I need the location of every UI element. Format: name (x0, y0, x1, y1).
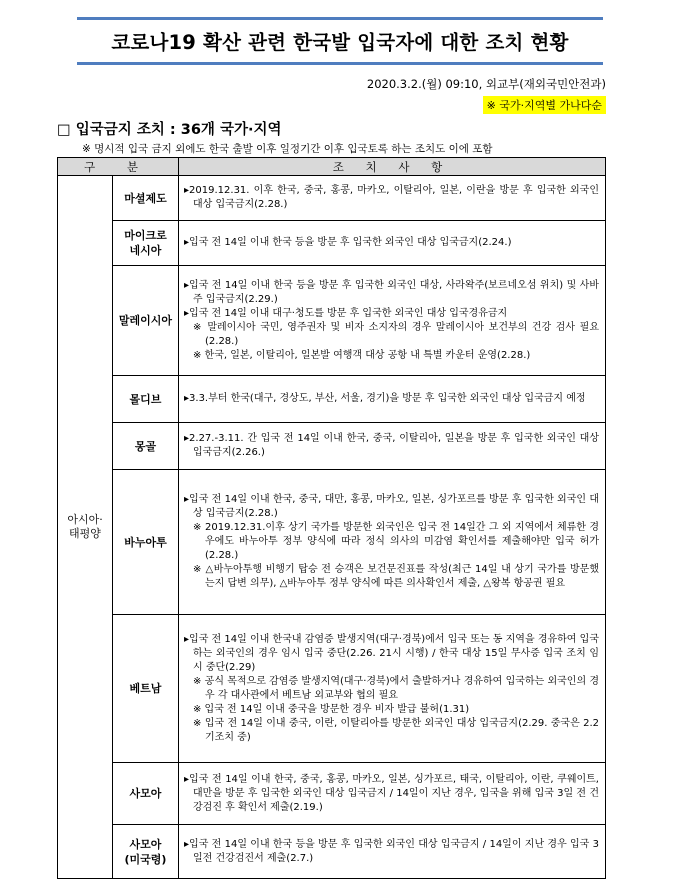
measure-cell (179, 266, 606, 376)
measures-table (57, 157, 606, 879)
table-row (58, 423, 606, 470)
date-issuer-line: 2020.3.2.(월) 09:10, 외교부(재외국민안전과) (366, 77, 606, 91)
region-label-line2: 태평양 (69, 527, 101, 540)
table-row (58, 763, 606, 825)
column-header-category: 구 분 (58, 158, 179, 176)
table-row (58, 221, 606, 266)
measure-bullet: ▸입국 전 14일 이내 한국 등을 방문 후 입국한 외국인 대상, 사라왁주(보르네오섬 위치) 및 사바주 입국금지(2.29.) (184, 279, 599, 305)
measure-subnote: ※ 한국, 일본, 이탈리아, 일본발 여행객 대상 공항 내 특별 카운터 운영(2.28.) (193, 349, 531, 361)
measure-subnote: ※ 2019.12.31.이후 상기 국가를 방문한 외국인은 입국 전 14일간 그 외 지역에서 체류한 경우에도 바누아투 정부 양식에 따라 정식 의사의 미감염 확인서를 제출해야만 입국 허가(2.28.) (193, 522, 599, 561)
country-cell: 몰디브 (113, 376, 179, 423)
document-title: 코로나19 확산 관련 한국발 입국자에 대한 조치 현황 (111, 31, 569, 54)
measure-subnote: ※ 공식 목적으로 감염증 발생지역(대구·경북)에서 출발하거나 경유하여 입국하는 외국인의 경우 각 대사관에서 베트남 외교부와 협의 필요 (193, 675, 599, 701)
country-cell: 마이크로 네시아 (113, 221, 179, 266)
measure-bullet: ▸입국 전 14일 이내 한국, 중국, 대만, 홍콩, 마카오, 일본, 싱가포르를 방문 후 입국한 외국인 대상 입국금지(2.28.) (184, 494, 599, 519)
country-cell: 사모아 (113, 763, 179, 825)
measure-subnote: ※ 입국 전 14일 이내 중국을 방문한 경우 비자 발급 불허(1.31) (193, 703, 470, 715)
measure-subnote: ※ 입국 전 14일 이내 중국, 이란, 이탈리아를 방문한 외국인 대상 입국금지(2.29. 중국은 2.2 기조치 중) (193, 717, 599, 743)
table-row (58, 376, 606, 423)
table-row (58, 470, 606, 615)
table-row (58, 615, 606, 763)
region-cell (58, 176, 113, 879)
section-heading: □ 입국금지 조치 : 36개 국가·지역 (57, 122, 282, 138)
country-cell: 사모아 (미국령) (113, 825, 179, 879)
measure-bullet: ▸3.3.부터 한국(대구, 경상도, 부산, 서울, 경기)을 방문 후 입국한 외국인 대상 입국금지 예정 (184, 393, 586, 404)
country-cell: 말레이시아 (113, 266, 179, 376)
measure-bullet: ▸입국 전 14일 이내 대구·청도를 방문 후 입국한 외국인 대상 입국경유금지 (184, 307, 508, 319)
country-cell: 바누아투 (113, 470, 179, 615)
measure-cell (179, 615, 606, 763)
measure-subnote: ※ 말레이시아 국민, 영주권자 및 비자 소지자의 경우 말레이시아 보건부의 건강 검사 필요(2.28.) (193, 321, 599, 347)
measure-cell (179, 763, 606, 825)
measure-cell (179, 825, 606, 879)
sort-order-note: ※ 국가·지역별 가나다순 (483, 96, 606, 114)
measure-bullet: ▸2019.12.31. 이후 한국, 중국, 홍콩, 마카오, 이탈리아, 일본, 이란을 방문 후 입국한 외국인 대상 입국금지(2.28.) (184, 185, 599, 210)
measure-bullet: ▸입국 전 14일 이내 한국 등을 방문 후 입국한 외국인 대상 입국금지(2.24.) (184, 237, 512, 248)
title-banner (77, 17, 603, 65)
measure-bullet: ▸입국 전 14일 이내 한국내 감염증 발생지역(대구·경북)에서 입국 또는 동 지역을 경유하여 입국하는 외국인의 경우 임시 입국 중단(2.26. 21시 시행) / 한국 대상 15일 무사증 입국 조치 임시 중단(2.29) (184, 633, 599, 673)
measure-bullet: ▸2.27.-3.11. 간 입국 전 14일 이내 한국, 중국, 이탈리아, 일본을 방문 후 입국한 외국인 대상 입국금지(2.26.) (184, 433, 599, 458)
table-row (58, 266, 606, 376)
measure-bullet: ▸입국 전 14일 이내 한국 등을 방문 후 입국한 외국인 대상 입국금지 / 14일이 지난 경우 입국 3일전 건강검진서 제출(2.7.) (184, 838, 599, 864)
measure-bullet: ▸입국 전 14일 이내 한국, 중국, 홍콩, 마카오, 일본, 싱가포르, 태국, 이탈리아, 이란, 쿠웨이트, 대만을 방문 후 입국한 외국인 대상 입국금지 / 14일이 지난 경우, 입국을 위해 입국 3일 전 건강검진 후 확인서 제출(2.19.) (184, 773, 599, 813)
measure-subnote: ※ △바누아투행 비행기 탑승 전 승객은 보건문진표를 작성(최근 14일 내 상기 국가를 방문했는지 답변 의무), △바누아투 정부 양식에 따른 의사확인서 제출, △왕복 항공권 필요 (193, 564, 599, 589)
measure-cell (179, 376, 606, 423)
country-cell: 베트남 (113, 615, 179, 763)
measure-cell (179, 423, 606, 470)
section-note: ※ 명시적 입국 금지 외에도 한국 출발 이후 일정기간 이후 입국토록 하는 조치도 이에 포함 (82, 143, 493, 155)
measure-cell (179, 176, 606, 221)
measure-cell (179, 221, 606, 266)
country-cell: 몽골 (113, 423, 179, 470)
region-label-line1: 아시아· (67, 513, 103, 526)
measure-cell (179, 470, 606, 615)
table-header-row (58, 158, 606, 176)
column-header-measures: 조 치 사 항 (179, 158, 606, 176)
table-row (58, 825, 606, 879)
table-row (58, 176, 606, 221)
country-cell: 마셜제도 (113, 176, 179, 221)
